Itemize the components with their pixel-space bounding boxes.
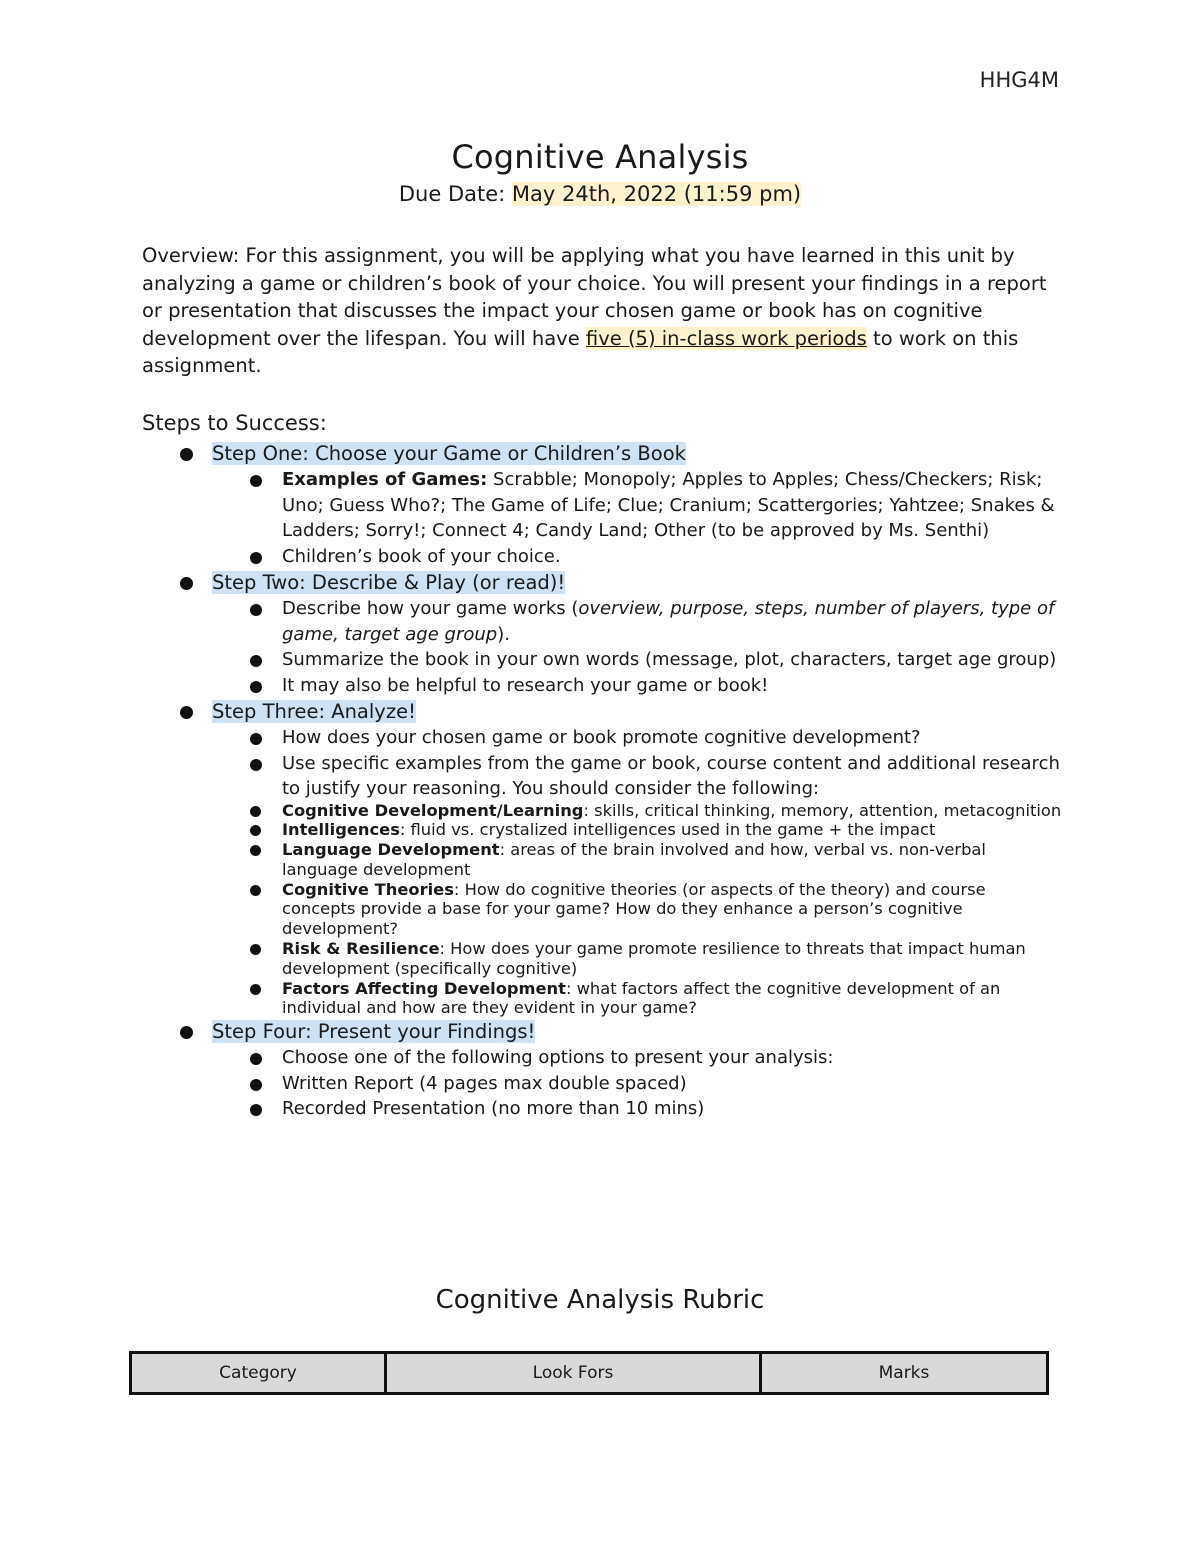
rubric-header-row — [131, 1353, 1048, 1394]
rubric-title: Cognitive Analysis Rubric — [435, 1285, 765, 1315]
bullet-icon — [250, 806, 261, 817]
steps-list — [142, 440, 1062, 1121]
bullet-icon — [180, 577, 193, 590]
step-four-heading — [212, 1020, 535, 1043]
consideration-text: : what factors affect the cognitive development of an individual and how are they evident in your game? — [282, 978, 1001, 1018]
bullet-icon — [180, 448, 193, 461]
list-item — [212, 467, 1062, 544]
step-two-heading — [212, 571, 565, 594]
option-item — [212, 1071, 1062, 1096]
bullet-icon — [250, 845, 261, 856]
consideration-label: Cognitive Development/Learning — [282, 800, 584, 820]
rubric-header-category: Category — [131, 1353, 386, 1394]
step-two — [142, 569, 1062, 698]
step-title: Analyze! — [325, 700, 416, 723]
consideration-label: Cognitive Theories — [282, 879, 454, 899]
step-title: Describe & Play (or read)! — [305, 571, 566, 594]
consideration-item — [212, 979, 1062, 1019]
step-label: Step Four: — [212, 1020, 312, 1044]
due-date — [0, 182, 1200, 206]
consideration-text: : areas of the brain involved and how, verbal vs. non-verbal language development — [282, 840, 986, 879]
bullet-icon — [180, 1026, 193, 1039]
consideration-label: Factors Affecting Development — [282, 978, 566, 998]
consideration-item — [212, 820, 1062, 840]
option-text: Written Report (4 pages max double spaced) — [282, 1072, 687, 1094]
list-item — [212, 647, 1062, 673]
list-item — [212, 544, 1062, 570]
consideration-text: : How does your game promote resilience to threats that impact human development (specifically cognitive) — [282, 939, 1026, 978]
bullet-icon — [250, 681, 262, 693]
consideration-item — [212, 939, 1062, 979]
item-text: Scrabble; Monopoly; Apples to Apples; Chess/Checkers; Risk; Uno; Guess Who?; The Game of Life; Clue; Cranium; Scattergories; Yahtzee; Snakes & Ladders; Sorry!; Connect 4; Candy Land; Other (to be approved by Ms. Senthi) — [282, 469, 1055, 541]
rubric-header-look-fors: Look Fors — [386, 1353, 761, 1394]
step-title: Choose your Game or Children’s Book — [308, 442, 686, 465]
bullet-icon — [180, 706, 193, 719]
rubric-table — [129, 1351, 1049, 1395]
overview-paragraph — [142, 242, 1062, 380]
bullet-icon — [250, 825, 261, 836]
consideration-item — [212, 801, 1062, 821]
bullet-icon — [250, 475, 262, 487]
item-text: Choose one of the following options to present your analysis: — [282, 1047, 834, 1069]
item-bold-label: Examples of Games: — [282, 469, 488, 490]
due-date-label: Due Date: — [398, 182, 506, 206]
step-label: Step One: — [212, 442, 309, 465]
option-text: Recorded Presentation (no more than 10 mins) — [282, 1097, 705, 1119]
step-three — [142, 698, 1062, 1018]
rubric-header-marks: Marks — [761, 1353, 1048, 1394]
item-text-end: ). — [497, 623, 510, 645]
item-text: Describe how your game works ( — [282, 598, 579, 619]
bullet-icon — [250, 944, 261, 955]
bullet-icon — [250, 759, 262, 771]
bullet-icon — [250, 733, 262, 745]
consideration-text: : skills, critical thinking, memory, attention, metacognition — [583, 800, 1062, 820]
step-three-heading — [212, 700, 416, 723]
due-date-value: May 24th, 2022 (11:59 pm) — [511, 182, 802, 206]
item-text: Use specific examples from the game or book, course content and additional research to justify your reasoning. You should consider the following: — [282, 752, 1060, 799]
overview-text: For this assignment, you will be applying what you have learned in this unit by analyzing a game or children’s book of your choice. You will present your findings in a report or presentation that discusses the impact your chosen game or book has on cognitive development over the lifespan. You will have — [142, 244, 1047, 350]
bullet-icon — [250, 1104, 262, 1116]
item-text: It may also be helpful to research your game or book! — [282, 674, 769, 696]
bullet-icon — [250, 984, 261, 995]
step-title: Present your Findings! — [311, 1020, 536, 1044]
item-text: Summarize the book in your own words (message, plot, characters, target age group) — [282, 649, 1057, 670]
consideration-item — [212, 880, 1062, 939]
item-text: How does your chosen game or book promote cognitive development? — [282, 727, 921, 748]
list-item — [212, 673, 1062, 699]
step-one — [142, 440, 1062, 569]
course-code: HHG4M — [979, 68, 1059, 92]
consideration-label: Intelligences — [282, 820, 400, 840]
steps-heading: Steps to Success: — [142, 411, 327, 435]
overview-label: Overview: — [142, 244, 240, 267]
bullet-icon — [250, 552, 262, 564]
work-periods-highlight: five (5) in-class work periods — [585, 326, 867, 350]
consideration-text: : fluid vs. crystalized intelligences used in the game + the impact — [399, 820, 936, 840]
overview-text-end: to work on this assignment. — [142, 326, 1019, 378]
page-title: Cognitive Analysis — [451, 138, 749, 176]
consideration-item — [212, 840, 1062, 880]
item-text: Children’s book of your choice. — [282, 545, 561, 567]
consideration-label: Risk & Resilience — [282, 939, 440, 959]
bullet-icon — [250, 655, 262, 667]
item-italic: overview, purpose, steps, number of players, type of game, target age group — [282, 598, 1055, 645]
step-label: Step Two: — [212, 571, 306, 594]
bullet-icon — [250, 604, 262, 616]
bullet-icon — [250, 1053, 262, 1065]
consideration-label: Language Development — [282, 840, 500, 860]
step-one-heading — [212, 442, 686, 465]
option-item — [212, 1096, 1062, 1121]
consideration-text: : How do cognitive theories (or aspects of the theory) and course concepts provide a base for your game? How do they enhance a person’s cognitive development? — [282, 879, 986, 939]
list-item — [212, 596, 1062, 647]
list-item — [212, 725, 1062, 1018]
step-four — [142, 1018, 1062, 1121]
list-item — [212, 1045, 1062, 1121]
step-label: Step Three: — [212, 700, 326, 723]
list-item — [212, 751, 1062, 1019]
bullet-icon — [250, 885, 261, 896]
bullet-icon — [250, 1079, 262, 1091]
